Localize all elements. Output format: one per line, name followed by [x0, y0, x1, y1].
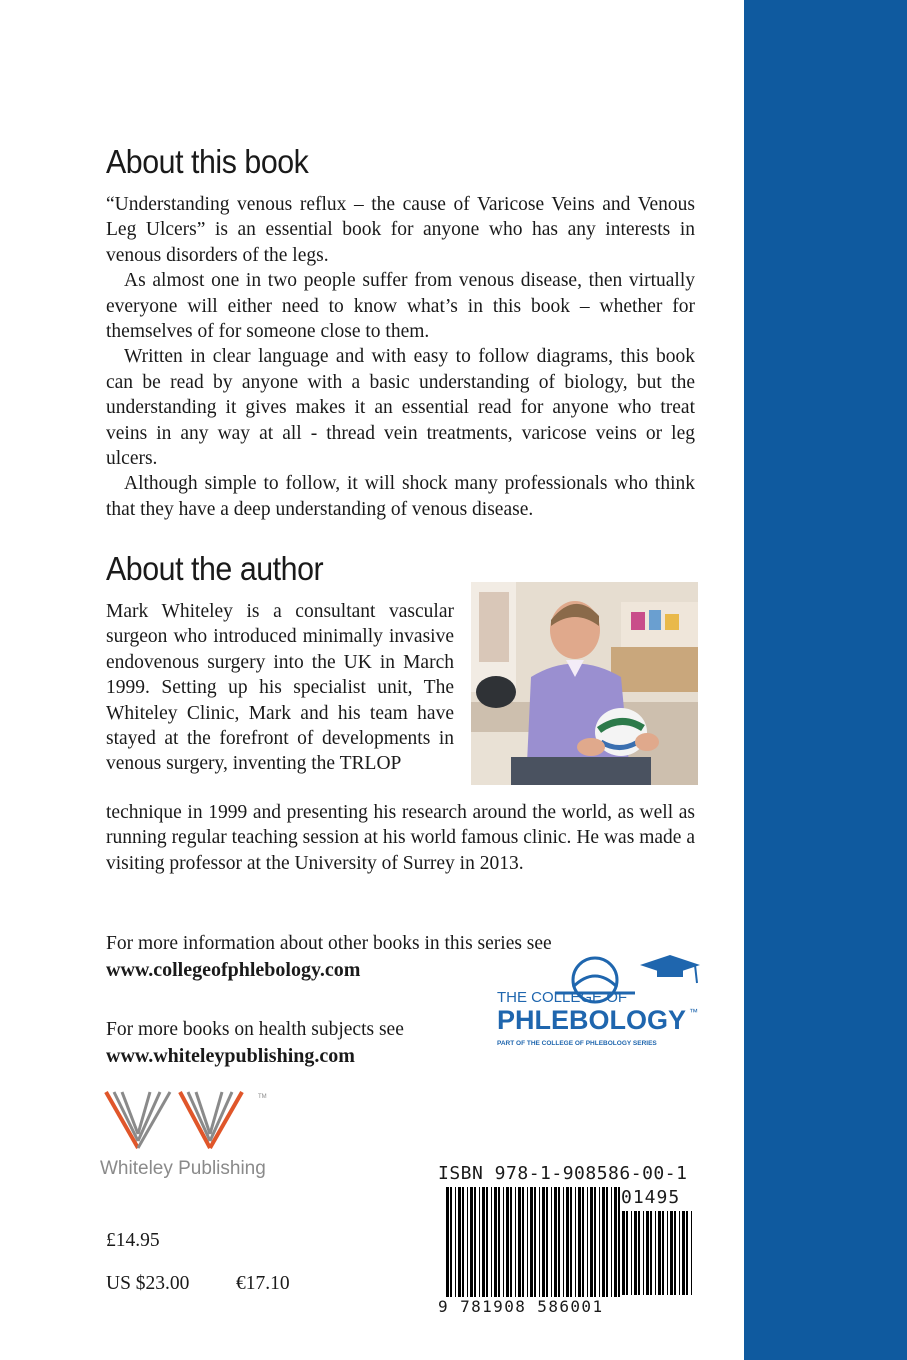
blue-spine-band	[744, 0, 907, 1360]
barcode-price-code: 01495	[621, 1187, 681, 1208]
about-book-paragraph-2: As almost one in two people suffer from venous disease, then virtually everyone will either need to know what’s in this book – whether for themselves of for someone close to them.	[106, 270, 695, 343]
series-info-text: For more information about other books in this series see	[106, 933, 552, 954]
price-eur: €17.10	[236, 1273, 290, 1294]
college-logo-line1: THE COLLEGE OF	[497, 989, 628, 1006]
about-book-text	[106, 192, 695, 522]
whiteley-publishing-logo	[98, 1086, 278, 1181]
college-of-phlebology-logo	[495, 945, 705, 1055]
barcode-addon-bars	[622, 1211, 694, 1295]
wp-logo-name: Whiteley Publishing	[100, 1158, 266, 1179]
series-url-link[interactable]: www.collegeofphlebology.com	[106, 959, 361, 981]
health-info-text: For more books on health subjects see	[106, 1019, 404, 1040]
isbn-barcode	[438, 1163, 696, 1323]
author-bio-wide: technique in 1999 and presenting his research around the world, as well as running regular teaching session at his world famous clinic. He was made a visiting professor at the University of Surrey in 2013.	[106, 802, 695, 874]
author-photo-illustration	[471, 582, 698, 785]
college-logo-line2: PHLEBOLOGY	[497, 1005, 687, 1035]
author-bio-narrow: Mark Whiteley is a consultant vascular surgeon who introduced minimally invasive endovenous surgery into the UK in March 1999. Setting up his specialist unit, The Whiteley Clinic, Mark and his team have stayed at the forefront of developments in venous surgery, inventing the TRLOP	[106, 601, 454, 775]
wp-book-icon	[106, 1092, 242, 1148]
about-book-paragraph-3: Written in clear language and with easy to follow diagrams, this book can be read by anyone with a basic understanding of biology, but the understanding it gives makes it an essential read for anyone who treat veins in any way at all - thread vein treatments, varicose veins or leg ulcers.	[106, 346, 695, 470]
price-gbp: £14.95	[106, 1230, 160, 1251]
author-photo	[471, 582, 698, 785]
about-author-heading: About the author	[106, 550, 324, 587]
health-url-link[interactable]: www.whiteleypublishing.com	[106, 1045, 355, 1067]
barcode-digits: 9 781908 586001	[438, 1297, 604, 1316]
isbn-text: ISBN 978-1-908586-00-1	[438, 1163, 688, 1184]
college-logo-tagline: PART OF THE COLLEGE OF PHLEBOLOGY SERIES	[497, 1040, 657, 1047]
about-book-paragraph-4: Although simple to follow, it will shock many professionals who think that they have a deep understanding of venous disease.	[106, 473, 695, 520]
college-logo-tm: ™	[689, 1007, 698, 1017]
about-book-paragraph-1: “Understanding venous reflux – the cause of Varicose Veins and Venous Leg Ulcers” is an essential book for anyone who has any interests in venous disorders of the legs.	[106, 194, 695, 266]
barcode-main-bars	[446, 1187, 621, 1297]
about-book-heading: About this book	[106, 143, 309, 180]
price-usd: US $23.00	[106, 1273, 190, 1294]
wp-logo-tm: TM	[258, 1094, 267, 1100]
